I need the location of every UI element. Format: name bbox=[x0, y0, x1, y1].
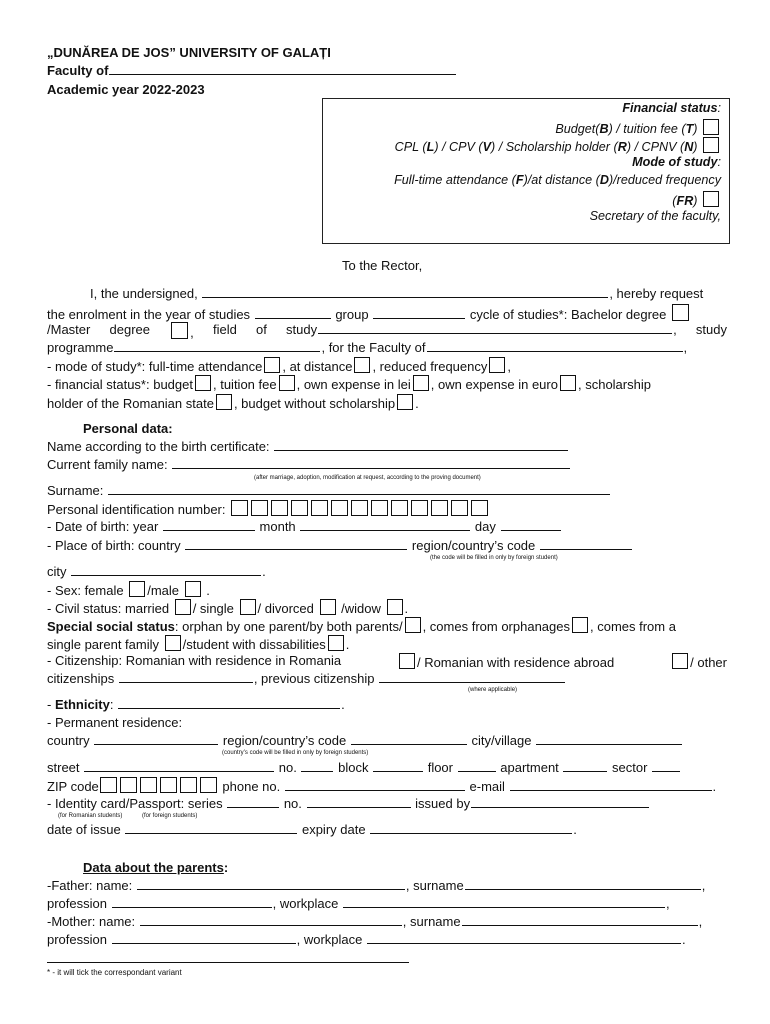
scholarship-line: holder of the Romanian state , budget without scholarship . bbox=[47, 396, 419, 411]
father-workplace-field[interactable] bbox=[343, 896, 665, 908]
pob-line: - Place of birth: country region/country’s code bbox=[47, 538, 633, 553]
checkbox-cpl-cpv[interactable] bbox=[703, 137, 719, 153]
family-name-note: (after marriage, adoption, modification at request, according to the proving document) bbox=[254, 475, 481, 481]
checkbox-romanian-in-romania[interactable] bbox=[399, 653, 415, 669]
mother-line: -Mother: name: , surname , bbox=[47, 914, 703, 929]
faculty-of-field[interactable] bbox=[427, 340, 683, 352]
mother-profession-field[interactable] bbox=[112, 932, 296, 944]
request-line-2: the enrolment in the year of studies group cycle of studies*: Bachelor degree bbox=[47, 304, 691, 322]
floor-field[interactable] bbox=[458, 760, 496, 772]
street-line: street no. block floor apartment sector bbox=[47, 760, 681, 775]
sex-line: - Sex: female /male . bbox=[47, 583, 210, 598]
group-field[interactable] bbox=[373, 307, 465, 319]
checkbox-orphanage[interactable] bbox=[572, 617, 588, 633]
checkbox-mode[interactable] bbox=[703, 191, 719, 207]
street-field[interactable] bbox=[84, 760, 274, 772]
financial-status-line: - financial status*: budget , tuition fee , own expense in lei , own expense in euro , scholarship bbox=[47, 377, 651, 392]
birth-name-line: Name according to the birth certificate: bbox=[47, 439, 569, 454]
residence-line: country region/country’s code city/village bbox=[47, 733, 683, 748]
mode-of-study-title: Mode of study: bbox=[632, 155, 721, 169]
ethnicity-line: - Ethnicity: . bbox=[47, 697, 345, 712]
issued-by-field[interactable] bbox=[471, 796, 649, 808]
financial-status-title: Financial status: bbox=[622, 101, 721, 115]
request-line-1: I, the undersigned, , hereby request bbox=[90, 286, 704, 301]
birth-region-field[interactable] bbox=[540, 538, 632, 550]
birth-city-field[interactable] bbox=[71, 564, 261, 576]
residence-note: (country’s code will be filled in only by foreign students) bbox=[222, 750, 369, 756]
checkbox-own-expense-lei[interactable] bbox=[413, 375, 429, 391]
checkbox-master[interactable] bbox=[171, 322, 188, 339]
checkbox-married[interactable] bbox=[175, 599, 191, 615]
faculty-label: Faculty of bbox=[47, 63, 109, 78]
surname-field[interactable] bbox=[108, 483, 610, 495]
email-field[interactable] bbox=[510, 779, 712, 791]
expiry-date-field[interactable] bbox=[370, 822, 572, 834]
checkbox-own-expense-euro[interactable] bbox=[560, 375, 576, 391]
father-profession-field[interactable] bbox=[112, 896, 272, 908]
faculty-line bbox=[47, 63, 457, 78]
family-name-field[interactable] bbox=[172, 457, 570, 469]
date-of-issue-field[interactable] bbox=[125, 822, 297, 834]
mode-of-study-line: - mode of study*: full-time attendance , at distance , reduced frequency , bbox=[47, 359, 511, 374]
phone-field[interactable] bbox=[285, 779, 465, 791]
pin-line: Personal identification number: bbox=[47, 500, 489, 517]
checkbox-state-scholarship[interactable] bbox=[216, 394, 232, 410]
parents-title: Data about the parents: bbox=[83, 860, 229, 875]
residence-region-field[interactable] bbox=[351, 733, 467, 745]
issue-date-line: date of issue expiry date . bbox=[47, 822, 577, 837]
surname-line: Surname: bbox=[47, 483, 611, 498]
checkbox-single-parent[interactable] bbox=[165, 635, 181, 651]
residence-country-field[interactable] bbox=[94, 733, 218, 745]
faculty-field[interactable] bbox=[109, 63, 456, 75]
apartment-field[interactable] bbox=[563, 760, 607, 772]
id-line: - Identity card/Passport: series no. issued by bbox=[47, 796, 650, 811]
mother-surname-field[interactable] bbox=[462, 914, 698, 926]
birth-month-field[interactable] bbox=[300, 519, 470, 531]
checkbox-reduced-frequency[interactable] bbox=[489, 357, 505, 373]
citizenship-line: - Citizenship: Romanian with residence in Romania / Romanian with residence abroad / other bbox=[47, 653, 727, 670]
checkbox-disabilities[interactable] bbox=[328, 635, 344, 651]
checkbox-at-distance[interactable] bbox=[354, 357, 370, 373]
special-status-line-2: single parent family /student with dissabilities . bbox=[47, 637, 350, 652]
checkbox-male[interactable] bbox=[185, 581, 201, 597]
birth-name-field[interactable] bbox=[274, 439, 568, 451]
id-note-foreign: (for foreign students) bbox=[142, 813, 198, 819]
father-line: -Father: name: , surname , bbox=[47, 878, 706, 893]
year-of-studies-field[interactable] bbox=[255, 307, 331, 319]
mother-workplace-field[interactable] bbox=[367, 932, 681, 944]
university-name: „DUNĂREA DE JOS” UNIVERSITY OF GALAȚI bbox=[47, 45, 331, 60]
checkbox-single[interactable] bbox=[240, 599, 256, 615]
mother-profession-line: profession , workplace . bbox=[47, 932, 686, 947]
mode-line-1: Full-time attendance (F)/at distance (D)/reduced frequency bbox=[394, 173, 721, 187]
birth-year-field[interactable] bbox=[163, 519, 255, 531]
checkbox-budget-fee[interactable] bbox=[703, 119, 719, 135]
financial-line-2: CPL (L) / CPV (V) / Scholarship holder (R) / CPNV (N) bbox=[395, 137, 721, 154]
previous-citizenship-field[interactable] bbox=[379, 671, 565, 683]
permanent-residence-label: - Permanent residence: bbox=[47, 715, 183, 730]
financial-line-1: Budget(B) / tuition fee (T) bbox=[555, 119, 721, 136]
mode-line-2: (FR) bbox=[672, 191, 721, 208]
father-surname-field[interactable] bbox=[465, 878, 701, 890]
footnote: * - it will tick the correspondant variant bbox=[47, 968, 182, 977]
city-line: city . bbox=[47, 564, 266, 579]
special-status-line: Special social status: orphan by one parent/by both parents/ , comes from orphanages , comes from a bbox=[47, 619, 676, 634]
pob-note: (the code will be filled in only by foreign student) bbox=[430, 555, 558, 561]
checkbox-romanian-abroad[interactable] bbox=[672, 653, 688, 669]
id-note-romanian: (for Romanian students) bbox=[58, 813, 123, 819]
pin-boxes[interactable] bbox=[229, 502, 489, 517]
study-programme-field[interactable] bbox=[114, 340, 320, 352]
civil-status-line: - Civil status: married / single / divorced /widow . bbox=[47, 601, 409, 616]
residence-city-field[interactable] bbox=[536, 733, 682, 745]
checkbox-female[interactable] bbox=[129, 581, 145, 597]
ethnicity-field[interactable] bbox=[118, 697, 340, 709]
birth-day-field[interactable] bbox=[501, 519, 561, 531]
checkbox-orphan[interactable] bbox=[405, 617, 421, 633]
checkbox-divorced[interactable] bbox=[320, 599, 336, 615]
undersigned-name-field[interactable] bbox=[202, 286, 608, 298]
citizenship-note: (where applicable) bbox=[468, 687, 518, 693]
zip-boxes[interactable] bbox=[99, 779, 219, 794]
secretary-label: Secretary of the faculty, bbox=[589, 209, 721, 223]
to-rector: To the Rector, bbox=[342, 258, 423, 273]
personal-data-title: Personal data: bbox=[83, 421, 173, 436]
zip-line: ZIP code phone no. e-mail . bbox=[47, 779, 717, 794]
father-name-field[interactable] bbox=[137, 878, 405, 890]
checkbox-widow[interactable] bbox=[387, 599, 403, 615]
checkbox-budget[interactable] bbox=[195, 375, 211, 391]
checkbox-budget-no-scholarship[interactable] bbox=[397, 394, 413, 410]
field-of-study-field[interactable] bbox=[318, 322, 672, 334]
id-number-field[interactable] bbox=[307, 796, 411, 808]
financial-status-box bbox=[322, 98, 730, 244]
footnote-divider bbox=[47, 962, 409, 963]
block-field[interactable] bbox=[373, 760, 423, 772]
request-line-4: programme , for the Faculty of , bbox=[47, 340, 688, 355]
other-citizenship-field[interactable] bbox=[119, 671, 253, 683]
request-line-3: /Master degree , field of study , study bbox=[47, 322, 727, 340]
id-series-field[interactable] bbox=[227, 796, 279, 808]
checkbox-bachelor[interactable] bbox=[672, 304, 689, 321]
mother-name-field[interactable] bbox=[140, 914, 402, 926]
dob-line: - Date of birth: year month day bbox=[47, 519, 562, 534]
birth-country-field[interactable] bbox=[185, 538, 407, 550]
sector-field[interactable] bbox=[652, 760, 680, 772]
citizenship-line-2: citizenships , previous citizenship bbox=[47, 671, 566, 686]
father-profession-line: profession , workplace , bbox=[47, 896, 670, 911]
street-no-field[interactable] bbox=[301, 760, 333, 772]
checkbox-tuition-fee[interactable] bbox=[279, 375, 295, 391]
family-name-line: Current family name: bbox=[47, 457, 571, 472]
checkbox-full-time[interactable] bbox=[264, 357, 280, 373]
academic-year: Academic year 2022-2023 bbox=[47, 82, 205, 97]
